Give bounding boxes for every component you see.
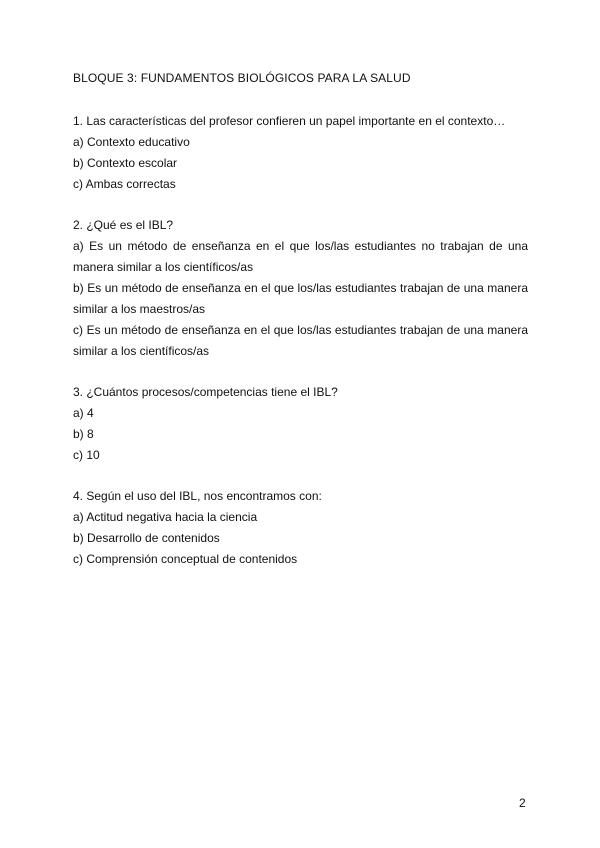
question-block-4 <box>73 486 528 570</box>
question-text: 1. Las características del profesor confieren un papel importante en el contexto… <box>73 114 506 128</box>
answer-option: a) Contexto educativo <box>73 135 190 149</box>
question-block-2 <box>73 215 528 362</box>
page-number: 2 <box>519 796 526 810</box>
question-text: 4. Según el uso del IBL, nos encontramos con: <box>73 489 322 503</box>
answer-option: c) Comprensión conceptual de contenidos <box>73 552 298 566</box>
question-text: 3. ¿Cuántos procesos/competencias tiene el IBL? <box>73 385 338 399</box>
answer-option: a) Actitud negativa hacia la ciencia <box>73 510 258 524</box>
answer-option: b) Es un método de enseñanza en el que los/las estudiantes trabajan de una manera similar a los maestros/as <box>73 281 528 316</box>
question-text: 2. ¿Qué es el IBL? <box>73 218 174 232</box>
document-title: BLOQUE 3: FUNDAMENTOS BIOLÓGICOS PARA LA SALUD <box>73 71 411 85</box>
answer-option: c) Es un método de enseñanza en el que los/las estudiantes trabajan de una manera similar a los científicos/as <box>73 323 528 358</box>
answer-option: a) 4 <box>73 406 94 420</box>
question-block-1 <box>73 111 528 195</box>
answer-option: b) 8 <box>73 427 94 441</box>
answer-option: c) Ambas correctas <box>73 177 176 191</box>
answer-option: b) Desarrollo de contenidos <box>73 531 220 545</box>
answer-option: a) Es un método de enseñanza en el que los/las estudiantes no trabajan de una manera similar a los científicos/as <box>73 239 528 274</box>
question-block-3 <box>73 382 528 466</box>
answer-option: c) 10 <box>73 448 100 462</box>
answer-option: b) Contexto escolar <box>73 156 178 170</box>
